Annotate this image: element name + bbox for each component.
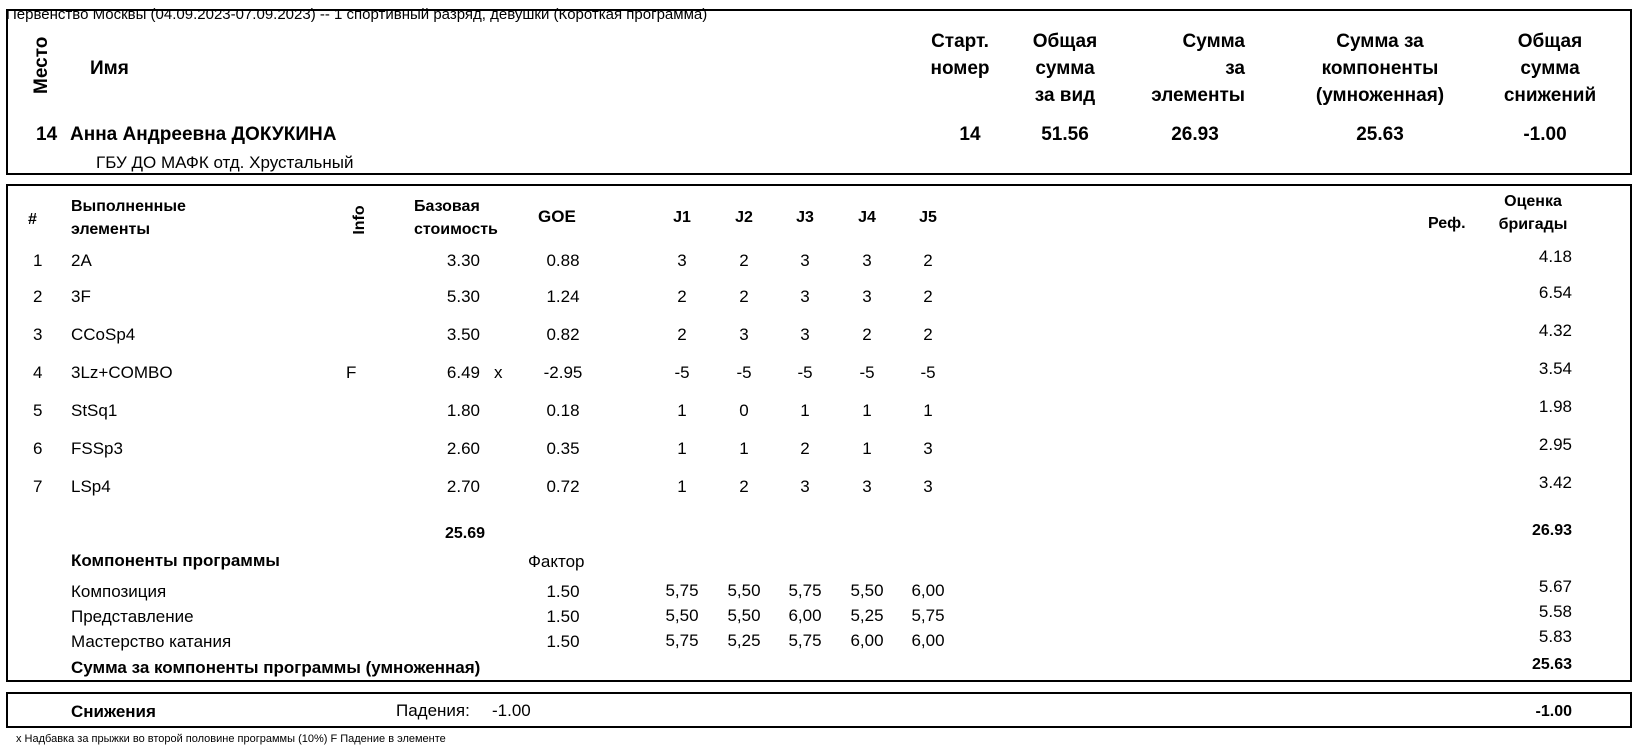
judge-score: 2 bbox=[923, 287, 933, 306]
components-total-value: 25.63 bbox=[1531, 656, 1572, 673]
component-name: Представление bbox=[71, 607, 194, 626]
deductions-total-header: Общая сумма снижений bbox=[1503, 31, 1597, 106]
deductions-label: Снижения bbox=[71, 702, 156, 721]
judge-score: 3 bbox=[800, 477, 810, 496]
judge-score: 3 bbox=[923, 477, 933, 496]
element-panel-score: 3.42 bbox=[1538, 473, 1572, 492]
element-num: 6 bbox=[33, 439, 43, 458]
judge-score: 1 bbox=[739, 439, 749, 458]
judge-score: 1 bbox=[800, 401, 810, 420]
component-name: Мастерство катания bbox=[71, 632, 232, 651]
deductions-total: -1.00 bbox=[1535, 703, 1572, 720]
judge-score: 2 bbox=[677, 287, 687, 306]
component-panel-score: 5.58 bbox=[1538, 602, 1572, 621]
judge-score: 3 bbox=[800, 325, 810, 344]
info-col-header: Info bbox=[351, 205, 368, 235]
deductions-box bbox=[6, 692, 1632, 728]
judge-score: -5 bbox=[859, 363, 875, 382]
component-panel-score: 5.67 bbox=[1538, 577, 1572, 596]
component-factor: 1.50 bbox=[546, 632, 580, 651]
element-panel-score: 4.18 bbox=[1538, 247, 1572, 266]
element-goe: 0.72 bbox=[546, 477, 580, 496]
skater-elements-score: 26.93 bbox=[1171, 124, 1219, 145]
element-bonus: x bbox=[494, 363, 503, 382]
element-panel-score: 3.54 bbox=[1538, 359, 1572, 378]
judge-score: 1 bbox=[923, 401, 933, 420]
falls-label: Падения: bbox=[396, 701, 470, 720]
element-num: 4 bbox=[33, 363, 43, 382]
name-header: Имя bbox=[90, 58, 129, 79]
judge-header-2: J2 bbox=[735, 209, 753, 226]
component-name: Композиция bbox=[71, 582, 167, 601]
component-judge-score: 5,50 bbox=[727, 581, 761, 600]
judge-score: 2 bbox=[739, 251, 749, 270]
component-judge-score: 6,00 bbox=[850, 631, 884, 650]
panel-total: 26.93 bbox=[1531, 522, 1572, 539]
judge-score: 2 bbox=[800, 439, 810, 458]
start-number-header: Старт. номер bbox=[930, 31, 990, 79]
judge-score: 2 bbox=[923, 251, 933, 270]
elements-score-header: Сумма за элементы bbox=[1151, 31, 1245, 106]
total-segment-header: Общая сумма за вид bbox=[1032, 31, 1098, 106]
component-judge-score: 6,00 bbox=[911, 581, 945, 600]
judge-score: 2 bbox=[862, 325, 872, 344]
element-num: 3 bbox=[33, 325, 43, 344]
skater-club: ГБУ ДО МАФК отд. Хрустальный bbox=[96, 153, 354, 172]
skater-name: Анна Андреевна ДОКУКИНА bbox=[70, 124, 337, 145]
component-judge-score: 5,25 bbox=[727, 631, 761, 650]
element-num: 5 bbox=[33, 401, 43, 420]
element-num: 1 bbox=[33, 251, 43, 270]
judge-score: 2 bbox=[739, 477, 749, 496]
component-judge-score: 5,50 bbox=[850, 581, 884, 600]
component-judge-score: 6,00 bbox=[788, 606, 822, 625]
element-code: 3F bbox=[71, 287, 91, 306]
judge-score: 2 bbox=[923, 325, 933, 344]
factor-label: Фактор bbox=[528, 552, 585, 571]
base-col-header: Базовая стоимость bbox=[414, 198, 498, 238]
judge-score: 2 bbox=[739, 287, 749, 306]
component-judge-score: 5,75 bbox=[911, 606, 945, 625]
goe-col-header: GOE bbox=[538, 207, 576, 226]
element-base: 5.30 bbox=[446, 287, 480, 306]
components-total-label: Сумма за компоненты программы (умноженная) bbox=[71, 658, 481, 677]
element-num: 7 bbox=[33, 477, 43, 496]
elements-col-header: Выполненные элементы bbox=[71, 198, 186, 238]
judge-score: -5 bbox=[797, 363, 813, 382]
element-info: F bbox=[346, 363, 357, 382]
component-factor: 1.50 bbox=[546, 582, 580, 601]
judge-score: -5 bbox=[920, 363, 936, 382]
component-judge-score: 5,75 bbox=[665, 631, 699, 650]
judge-score: 3 bbox=[800, 287, 810, 306]
element-panel-score: 6.54 bbox=[1538, 283, 1572, 302]
judge-score: 3 bbox=[862, 287, 872, 306]
component-judge-score: 5,50 bbox=[665, 606, 699, 625]
judge-score: 1 bbox=[677, 401, 687, 420]
judge-score: 2 bbox=[677, 325, 687, 344]
judge-score: 3 bbox=[923, 439, 933, 458]
skater-total-score: 51.56 bbox=[1041, 124, 1089, 145]
element-goe: 0.35 bbox=[546, 439, 580, 458]
ref-col-header: Реф. bbox=[1428, 215, 1466, 232]
judge-score: 1 bbox=[862, 401, 872, 420]
judge-header-5: J5 bbox=[919, 209, 937, 226]
components-title: Компоненты программы bbox=[71, 551, 280, 570]
judge-score: 0 bbox=[739, 401, 749, 420]
element-goe: 0.82 bbox=[546, 325, 580, 344]
component-factor: 1.50 bbox=[546, 607, 580, 626]
num-col-header: # bbox=[28, 211, 37, 228]
panel-col-header: Оценка бригады bbox=[1498, 193, 1568, 233]
judge-header-4: J4 bbox=[858, 209, 876, 226]
element-goe: 0.18 bbox=[546, 401, 580, 420]
judge-score: -5 bbox=[736, 363, 752, 382]
element-code: FSSp3 bbox=[71, 439, 123, 458]
component-panel-score: 5.83 bbox=[1538, 627, 1572, 646]
component-judge-score: 5,75 bbox=[665, 581, 699, 600]
element-goe: 1.24 bbox=[546, 287, 580, 306]
element-code: LSp4 bbox=[71, 477, 111, 496]
element-base: 2.60 bbox=[446, 439, 480, 458]
element-base: 2.70 bbox=[446, 477, 480, 496]
element-code: 2A bbox=[71, 251, 92, 270]
falls-value: -1.00 bbox=[492, 701, 531, 720]
element-base: 6.49 bbox=[446, 363, 480, 382]
judge-score: 3 bbox=[739, 325, 749, 344]
skater-deductions: -1.00 bbox=[1523, 124, 1567, 145]
element-goe: 0.88 bbox=[546, 251, 580, 270]
component-judge-score: 5,75 bbox=[788, 631, 822, 650]
judge-score: 3 bbox=[862, 477, 872, 496]
element-num: 2 bbox=[33, 287, 43, 306]
components-score-header: Сумма за компоненты (умноженная) bbox=[1315, 31, 1445, 106]
judge-header-3: J3 bbox=[796, 209, 814, 226]
element-panel-score: 1.98 bbox=[1538, 397, 1572, 416]
judge-score: 3 bbox=[677, 251, 687, 270]
element-base: 3.30 bbox=[446, 251, 480, 270]
element-code: 3Lz+COMBO bbox=[71, 363, 173, 382]
element-panel-score: 4.32 bbox=[1538, 321, 1572, 340]
judge-score: 1 bbox=[677, 439, 687, 458]
element-base: 1.80 bbox=[446, 401, 480, 420]
judge-score: -5 bbox=[674, 363, 690, 382]
event-title: Первенство Москвы (04.09.2023-07.09.2023) -- 1 спортивный разряд, девушки (Короткая программа) bbox=[6, 6, 708, 23]
place-header: Место bbox=[31, 36, 52, 94]
footnote: x Надбавка за прыжки во второй половине программы (10%) F Падение в элементе bbox=[16, 733, 446, 745]
component-judge-score: 5,50 bbox=[727, 606, 761, 625]
judge-score: 1 bbox=[677, 477, 687, 496]
judge-score: 1 bbox=[862, 439, 872, 458]
judge-score: 3 bbox=[862, 251, 872, 270]
judge-score: 3 bbox=[800, 251, 810, 270]
judge-header-1: J1 bbox=[673, 209, 691, 226]
base-total: 25.69 bbox=[444, 525, 485, 542]
element-panel-score: 2.95 bbox=[1538, 435, 1572, 454]
element-code: CCoSp4 bbox=[71, 325, 136, 344]
component-judge-score: 5,25 bbox=[850, 606, 884, 625]
skater-components-score: 25.63 bbox=[1356, 124, 1404, 145]
skater-rank: 14 bbox=[36, 124, 58, 145]
element-base: 3.50 bbox=[446, 325, 480, 344]
component-judge-score: 6,00 bbox=[911, 631, 945, 650]
component-judge-score: 5,75 bbox=[788, 581, 822, 600]
element-code: StSq1 bbox=[71, 401, 118, 420]
skater-start-number: 14 bbox=[959, 124, 981, 145]
element-goe: -2.95 bbox=[543, 363, 583, 382]
